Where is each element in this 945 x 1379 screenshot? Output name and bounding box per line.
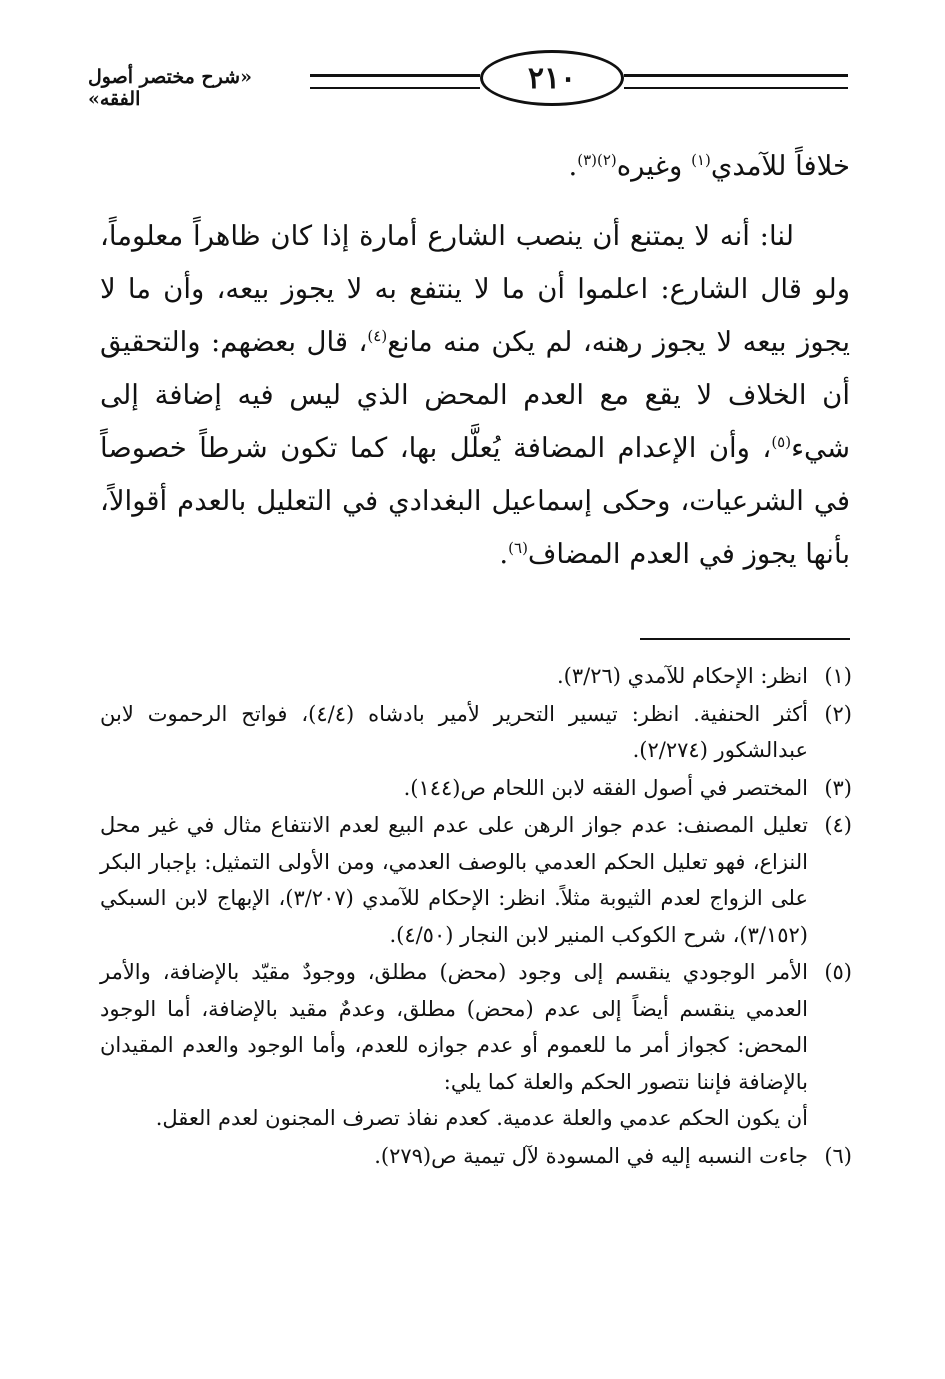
footnote-number: (٥) (824, 960, 852, 984)
header-rule-left (310, 74, 480, 89)
footnote-text: جاءت النسبه إليه في المسودة لآل تيمية ص(٢٧٩). (374, 1143, 808, 1168)
footnote-2 (100, 696, 852, 769)
footnote-text: المختصر في أصول الفقه لابن اللحام ص(١٤٤). (403, 775, 808, 800)
paragraph-2 (100, 210, 850, 581)
paragraph-1-text-b: وغيره (616, 150, 692, 182)
footnote-5 (100, 954, 852, 1137)
footnote-number: (١) (824, 664, 852, 688)
footnote-text: الأمر الوجودي ينقسم إلى وجود (محض) مطلق، ووجودٌ مقيّد بالإضافة، والأمر العدمي ينقسم أيضاً إلى عدم (محض) مطلق، وعدمٌ مقيد بالإضافة، أما الوجود المحض: كجواز أمر ما للعموم أو عدم جوازه للعدم، وأما الوجود والعدم المقيدان بالإضافة فإننا نتصور الحكم والعلة كما يلي: (100, 960, 808, 1094)
footnote-number: (٢) (824, 701, 852, 726)
footnote-3 (100, 770, 852, 807)
footnote-1 (100, 658, 852, 695)
running-title: «شرح مختصر أصول الفقه» (88, 66, 252, 110)
footnote-mark-6: (٦) (508, 538, 528, 557)
header-rule-right (624, 74, 848, 89)
paragraph-2-text-c: ، وأن الإعدام المضافة يُعلَّل بها، كما تكون شرطاً خصوصاً في الشرعيات، وحكى إسماعيل البغدادي في التعليل بالعدم أقوالاً، بأنها يجوز في العدم المضاف (100, 432, 850, 570)
page-number: ٢١٠ (480, 50, 624, 106)
paragraph-1-text-a: خلافاً للآمدي (710, 150, 850, 182)
footnote-mark-4: (٤) (367, 326, 388, 345)
footnote-mark-1: (١) (691, 150, 711, 169)
footnote-number: (٦) (824, 1143, 852, 1168)
page-header (88, 48, 848, 110)
footnote-6 (100, 1138, 852, 1175)
footnote-mark-5: (٥) (771, 432, 792, 451)
footnote-4 (100, 807, 852, 953)
footnote-text: تعليل المصنف: عدم جواز الرهن على عدم البيع لعدم الانتفاع مثال في غير محل النزاع، فهو تعليل الحكم العدمي بالوصف العدمي، ومن الأولى التمثيل: بإجبار البكر على الزواج لعدم الثيوبة مثلاً. انظر: الإحكام للآمدي (٣/٢٠٧)، الإبهاج لابن السبكي (٣/١٥٢)، شرح الكوكب المنير لابن النجار (٤/٥٠). (100, 813, 808, 947)
footnote-number: (٣) (824, 775, 852, 800)
footnote-separator (640, 638, 850, 640)
footnotes (100, 658, 852, 1175)
main-text (100, 140, 850, 581)
footnote-text: أكثر الحنفية. انظر: تيسير التحرير لأمير بادشاه (٤/٤)، فواتح الرحموت لابن عبدالشكور (٢/٢٧٤). (100, 701, 808, 762)
paragraph-2-text-a: لنا: أنه لا يمتنع أن ينصب الشارع أمارة إذا كان ظاهراً معلوماً، ولو قال الشارع: اعلموا أن ما لا ينتفع به لا يجوز بيعه، وأن ما لا يجوز بيعه لا يجوز رهنه، لم يكن منه مانع (100, 220, 850, 358)
footnote-mark-2-3: (٢)(٣) (577, 150, 617, 169)
footnote-number: (٤) (824, 813, 852, 837)
paragraph-2-text-b: ، قال بعضهم: والتحقيق أن الخلاف لا يقع مع العدم المحض الذي ليس فيه إضافة إلى شيء (100, 326, 850, 464)
paragraph-1 (100, 140, 850, 193)
paragraph-1-text-c: . (568, 150, 578, 182)
paragraph-2-text-d: . (499, 538, 509, 570)
footnote-text-continued: أن يكون الحكم عدمي والعلة عدمية. كعدم نفاذ تصرف المجنون لعدم العقل. (155, 1106, 808, 1130)
footnote-text: انظر: الإحكام للآمدي (٣/٢٦). (556, 664, 808, 688)
